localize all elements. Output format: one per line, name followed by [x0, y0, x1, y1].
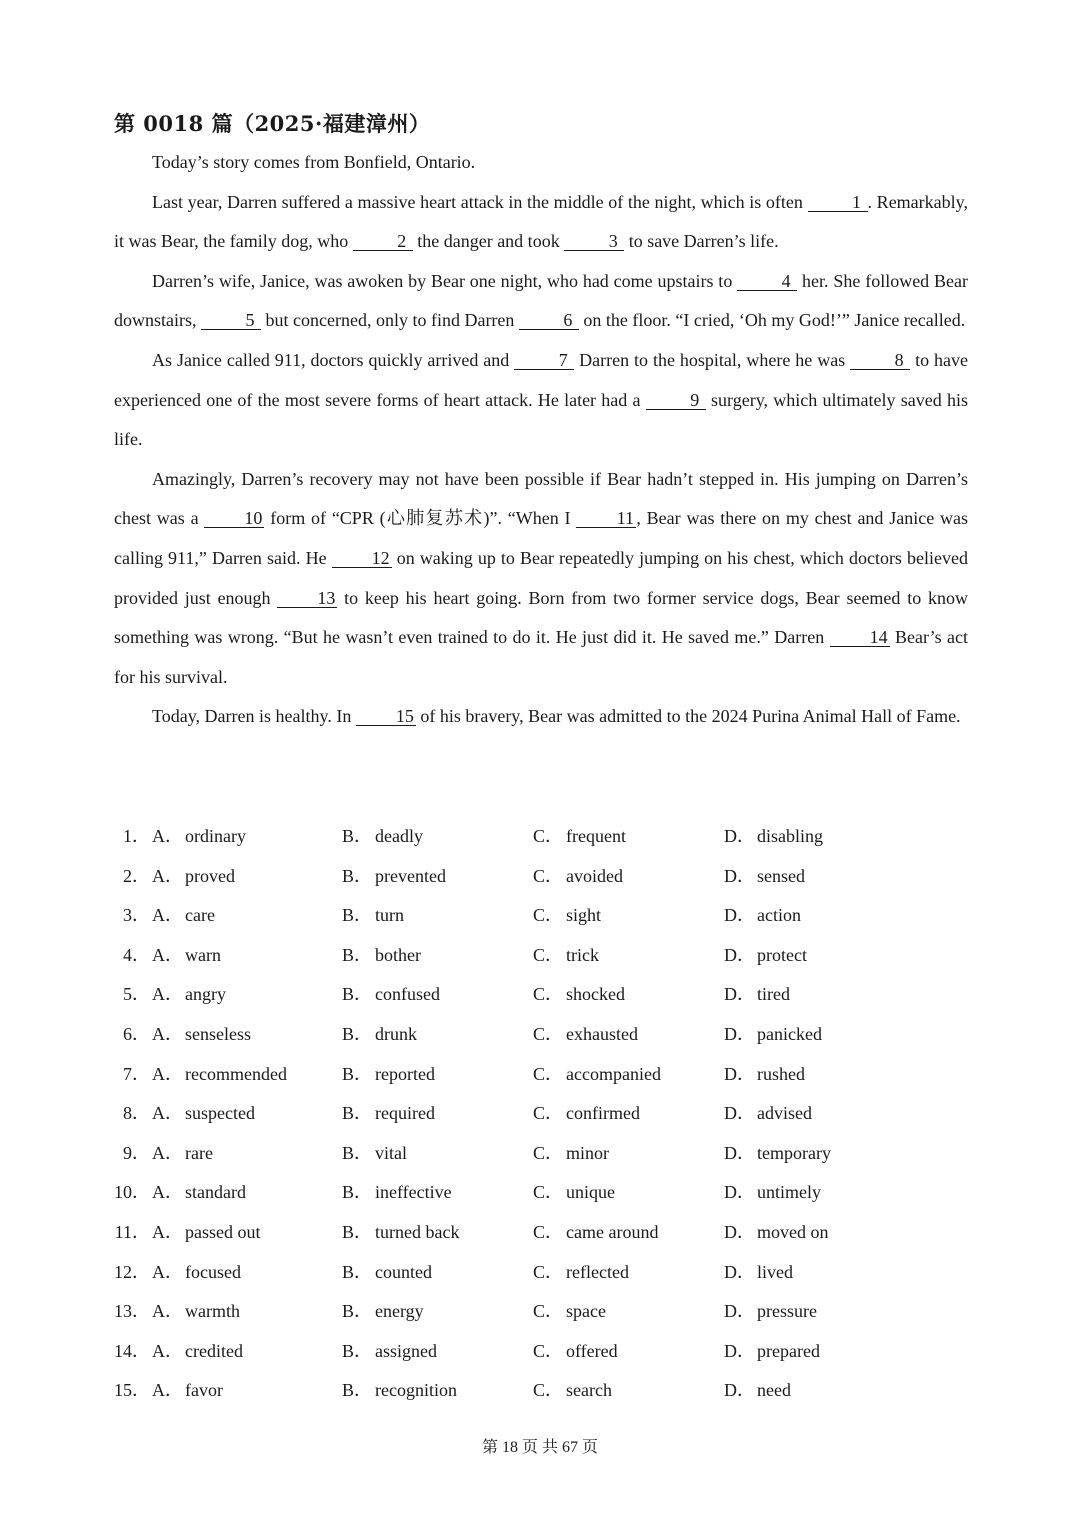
option-d[interactable]: [724, 1015, 822, 1055]
blank-8[interactable]: 8: [850, 351, 910, 370]
option-text: turned back: [375, 1221, 460, 1242]
option-text: ordinary: [185, 826, 246, 846]
option-c[interactable]: [533, 975, 625, 1015]
option-text: disabling: [757, 826, 823, 846]
passage-text: Darren to the hospital, where he was: [574, 349, 851, 370]
passage-text: but concerned, only to find Darren: [261, 310, 519, 331]
option-text: energy: [375, 1301, 424, 1322]
option-a[interactable]: [152, 1134, 213, 1174]
option-letter: C．: [533, 1142, 564, 1163]
option-text: required: [375, 1103, 435, 1124]
option-a[interactable]: [152, 1094, 255, 1134]
option-c[interactable]: [533, 1173, 615, 1213]
option-letter: B．: [342, 865, 373, 886]
option-text: confirmed: [566, 1103, 640, 1124]
blank-4[interactable]: 4: [737, 272, 797, 291]
option-letter: C．: [533, 826, 564, 846]
option-text: senseless: [185, 1023, 251, 1044]
blank-2[interactable]: 2: [353, 232, 413, 251]
option-text: prepared: [757, 1340, 820, 1361]
paragraph-3: [114, 262, 968, 341]
passage-text: . Remarkably, it was Bear, the family dog, who: [114, 191, 968, 252]
passage-text: Today’s story comes from Bonfield, Ontario.: [152, 152, 476, 172]
passage-text: to have experienced one of the most severe forms of heart attack. He later had a: [114, 349, 968, 410]
option-letter: B．: [342, 1023, 373, 1044]
question-row: [114, 857, 968, 897]
option-b[interactable]: [342, 936, 421, 976]
paragraph-6: [114, 697, 968, 737]
option-text: vital: [375, 1142, 407, 1163]
question-row: [114, 1332, 968, 1372]
question-number: 8．: [123, 1103, 150, 1124]
option-letter: A．: [152, 1221, 183, 1242]
option-letter: D．: [724, 1142, 755, 1163]
page-title: 第 0018 篇（2025·福建漳州）: [114, 111, 431, 136]
question-row: [114, 936, 968, 976]
option-text: turn: [375, 905, 404, 926]
question-row: [114, 1055, 968, 1095]
option-letter: B．: [342, 1182, 373, 1203]
passage-text: on the floor. “I cried, ‘Oh my God!’” Janice recalled.: [578, 310, 966, 331]
question-number: 13．: [114, 1301, 150, 1322]
option-text: favor: [185, 1380, 223, 1401]
option-text: assigned: [375, 1340, 437, 1361]
option-text: frequent: [566, 826, 626, 846]
option-letter: B．: [342, 1063, 373, 1084]
passage-text: As Janice called 911, doctors quickly arrived and: [152, 349, 515, 370]
option-text: untimely: [757, 1182, 821, 1203]
blank-7[interactable]: 7: [514, 351, 574, 370]
question-row: [114, 1134, 968, 1174]
option-d[interactable]: [724, 1253, 793, 1293]
passage-text: Darren’s wife, Janice, was awoken by Bear one night, who had come upstairs to: [152, 270, 738, 291]
option-a[interactable]: [152, 1055, 287, 1095]
option-text: space: [566, 1301, 606, 1322]
option-c[interactable]: [533, 1055, 661, 1095]
question-number: 2．: [123, 865, 150, 886]
option-b[interactable]: [342, 817, 423, 857]
option-text: rare: [185, 1142, 213, 1163]
option-c[interactable]: [533, 857, 623, 897]
question-row: [114, 1292, 968, 1332]
passage-text: Bear’s act for his survival.: [114, 627, 968, 687]
question-row: [114, 1371, 968, 1411]
option-a[interactable]: [152, 1292, 240, 1332]
option-a[interactable]: [152, 936, 221, 976]
option-a[interactable]: [152, 1173, 246, 1213]
option-a[interactable]: [152, 857, 235, 897]
option-letter: D．: [724, 826, 755, 846]
option-letter: B．: [342, 984, 373, 1005]
question-number: 14．: [114, 1340, 150, 1361]
option-a[interactable]: [152, 1371, 223, 1411]
option-b[interactable]: [342, 1134, 407, 1174]
option-b[interactable]: [342, 1332, 437, 1372]
option-letter: B．: [342, 1301, 373, 1322]
option-letter: D．: [724, 905, 755, 926]
option-text: temporary: [757, 1142, 831, 1163]
question-row: [114, 1213, 968, 1253]
option-text: sensed: [757, 865, 805, 886]
option-letter: B．: [342, 944, 373, 965]
question-number: 5．: [123, 984, 150, 1005]
question-row: [114, 1094, 968, 1134]
option-text: angry: [185, 984, 226, 1005]
paragraph-4: [114, 341, 968, 460]
option-letter: B．: [342, 1142, 373, 1163]
option-c[interactable]: [533, 1332, 618, 1372]
option-text: exhausted: [566, 1023, 638, 1044]
blank-6[interactable]: 6: [519, 311, 579, 330]
option-a[interactable]: [152, 1253, 241, 1293]
option-c[interactable]: [533, 1213, 658, 1253]
option-letter: D．: [724, 944, 755, 965]
option-letter: D．: [724, 1063, 755, 1084]
question-number: 6．: [123, 1023, 150, 1044]
option-d[interactable]: [724, 817, 823, 857]
option-d[interactable]: [724, 975, 790, 1015]
question-row: [114, 975, 968, 1015]
option-text: bother: [375, 944, 421, 965]
option-b[interactable]: [342, 1253, 432, 1293]
option-text: reported: [375, 1063, 435, 1084]
blank-9[interactable]: 9: [646, 391, 706, 410]
option-letter: C．: [533, 1103, 564, 1124]
question-number: 1．: [123, 826, 150, 846]
option-text: prevented: [375, 865, 446, 886]
option-text: unique: [566, 1182, 615, 1203]
option-letter: C．: [533, 984, 564, 1005]
option-text: counted: [375, 1261, 432, 1282]
option-letter: D．: [724, 1380, 755, 1401]
option-letter: A．: [152, 1182, 183, 1203]
passage-text: , Bear was there on my chest and Janice was calling 911,” Darren said. He: [114, 508, 969, 568]
option-letter: A．: [152, 1380, 183, 1401]
option-text: pressure: [757, 1301, 817, 1322]
option-letter: A．: [152, 1301, 183, 1322]
blank-13[interactable]: 13: [277, 589, 337, 608]
option-letter: D．: [724, 1103, 755, 1124]
option-c[interactable]: [533, 896, 601, 936]
option-d[interactable]: [724, 1213, 829, 1253]
option-b[interactable]: [342, 1015, 417, 1055]
option-letter: C．: [533, 1380, 564, 1401]
question-row: [114, 1015, 968, 1055]
option-text: advised: [757, 1103, 812, 1124]
paragraph-2: [114, 183, 968, 262]
option-text: deadly: [375, 826, 423, 846]
option-b[interactable]: [342, 1213, 459, 1253]
option-text: credited: [185, 1340, 243, 1361]
question-row: [114, 817, 968, 857]
option-text: came around: [566, 1221, 659, 1242]
option-a[interactable]: [152, 1015, 251, 1055]
option-letter: D．: [724, 1340, 755, 1361]
question-number: 4．: [123, 944, 150, 965]
option-letter: C．: [533, 905, 564, 926]
option-text: care: [185, 905, 215, 926]
option-d[interactable]: [724, 1094, 812, 1134]
option-letter: C．: [533, 1301, 564, 1322]
cloze-passage: [114, 143, 968, 737]
passage-text: Today, Darren is healthy. In: [152, 706, 356, 727]
option-text: tired: [757, 984, 790, 1005]
option-text: rushed: [757, 1063, 805, 1084]
option-letter: C．: [533, 1182, 564, 1203]
option-c[interactable]: [533, 1094, 640, 1134]
option-letter: C．: [533, 1261, 564, 1282]
blank-1[interactable]: 1: [808, 193, 868, 212]
option-a[interactable]: [152, 975, 226, 1015]
option-text: ineffective: [375, 1182, 452, 1203]
option-letter: A．: [152, 1142, 183, 1163]
option-letter: A．: [152, 1103, 183, 1124]
passage-text: her. She followed Bear downstairs,: [114, 270, 969, 331]
option-letter: D．: [724, 1301, 755, 1322]
option-b[interactable]: [342, 975, 440, 1015]
option-b[interactable]: [342, 1292, 424, 1332]
option-letter: A．: [152, 944, 183, 965]
option-letter: D．: [724, 1261, 755, 1282]
page-footer: 第 18 页 共 67 页: [481, 1439, 598, 1456]
option-a[interactable]: [152, 896, 215, 936]
option-letter: D．: [724, 984, 755, 1005]
answer-options: [114, 817, 968, 1411]
passage-text: to save Darren’s life.: [624, 231, 779, 252]
option-text: avoided: [566, 865, 623, 886]
option-text: suspected: [185, 1103, 255, 1124]
option-b[interactable]: [342, 1055, 435, 1095]
blank-15[interactable]: 15: [356, 707, 416, 726]
blank-3[interactable]: 3: [564, 232, 624, 251]
option-text: action: [757, 905, 801, 926]
option-text: trick: [566, 944, 599, 965]
option-letter: A．: [152, 826, 183, 846]
question-row: [114, 1253, 968, 1293]
question-row: [114, 1173, 968, 1213]
option-b[interactable]: [342, 896, 404, 936]
option-c[interactable]: [533, 817, 626, 857]
option-letter: C．: [533, 1340, 564, 1361]
option-letter: A．: [152, 1023, 183, 1044]
option-b[interactable]: [342, 1173, 452, 1213]
option-letter: B．: [342, 1221, 373, 1242]
option-letter: D．: [724, 1182, 755, 1203]
option-text: protect: [757, 944, 807, 965]
passage-text: Amazingly, Darren’s recovery may not have been possible if Bear hadn’t stepped in. His jumping on Darren’s chest was a: [114, 468, 968, 529]
option-text: search: [566, 1380, 612, 1401]
passage-text: Last year, Darren suffered a massive heart attack in the middle of the night, which is often: [152, 191, 808, 212]
option-d[interactable]: [724, 936, 807, 976]
option-c[interactable]: [533, 936, 599, 976]
option-text: reflected: [566, 1261, 629, 1282]
option-letter: C．: [533, 944, 564, 965]
passage-text: on waking up to Bear repeatedly jumping on his chest, which doctors believed provided just enough: [114, 547, 968, 608]
option-letter: A．: [152, 1063, 183, 1084]
option-text: recommended: [185, 1063, 287, 1084]
option-letter: B．: [342, 1340, 373, 1361]
passage-text: surgery, which ultimately saved his life.: [114, 389, 969, 450]
question-number: 11．: [114, 1221, 150, 1242]
question-number: 12．: [114, 1261, 150, 1282]
question-number: 7．: [123, 1063, 150, 1084]
option-letter: C．: [533, 865, 564, 886]
blank-11[interactable]: 11: [576, 509, 636, 528]
paragraph-5: [114, 460, 968, 698]
option-letter: A．: [152, 984, 183, 1005]
option-text: need: [757, 1380, 791, 1401]
blank-10[interactable]: 10: [204, 509, 264, 528]
option-text: minor: [566, 1142, 609, 1163]
option-a[interactable]: [152, 1332, 243, 1372]
option-letter: A．: [152, 865, 183, 886]
option-letter: B．: [342, 1103, 373, 1124]
option-letter: B．: [342, 1380, 373, 1401]
option-a[interactable]: [152, 1213, 261, 1253]
question-row: [114, 896, 968, 936]
blank-12[interactable]: 12: [332, 549, 392, 568]
option-d[interactable]: [724, 1371, 791, 1411]
option-d[interactable]: [724, 1173, 821, 1213]
option-text: recognition: [375, 1380, 457, 1401]
blank-14[interactable]: 14: [830, 628, 890, 647]
option-c[interactable]: [533, 1292, 606, 1332]
passage-text: of his bravery, Bear was admitted to the 2024 Purina Animal Hall of Fame.: [415, 706, 961, 727]
option-d[interactable]: [724, 1292, 817, 1332]
option-text: shocked: [566, 984, 625, 1005]
option-c[interactable]: [533, 1371, 612, 1411]
option-letter: D．: [724, 1221, 755, 1242]
option-b[interactable]: [342, 1094, 435, 1134]
option-b[interactable]: [342, 1371, 457, 1411]
option-letter: A．: [152, 1340, 183, 1361]
option-text: panicked: [757, 1023, 822, 1044]
option-c[interactable]: [533, 1253, 629, 1293]
option-c[interactable]: [533, 1134, 609, 1174]
option-letter: D．: [724, 865, 755, 886]
option-d[interactable]: [724, 857, 805, 897]
option-text: proved: [185, 865, 235, 886]
option-d[interactable]: [724, 1055, 805, 1095]
option-letter: A．: [152, 905, 183, 926]
paragraph-1: [114, 143, 968, 183]
option-text: lived: [757, 1261, 793, 1282]
option-text: confused: [375, 984, 440, 1005]
question-number: 10．: [114, 1182, 150, 1203]
option-text: warn: [185, 944, 221, 965]
option-d[interactable]: [724, 896, 801, 936]
option-letter: C．: [533, 1063, 564, 1084]
option-text: drunk: [375, 1023, 417, 1044]
passage-text: to keep his heart going. Born from two former service dogs, Bear seemed to know something was wrong. “But he wasn’t even trained to do it. He just did it. He saved me.” Darren: [114, 587, 968, 648]
option-d[interactable]: [724, 1332, 820, 1372]
option-letter: B．: [342, 826, 373, 846]
question-number: 9．: [123, 1142, 150, 1163]
option-letter: A．: [152, 1261, 183, 1282]
passage-text: the danger and took: [412, 231, 565, 252]
option-letter: C．: [533, 1023, 564, 1044]
option-letter: B．: [342, 905, 373, 926]
question-number: 3．: [123, 905, 150, 926]
option-letter: C．: [533, 1221, 564, 1242]
option-text: focused: [185, 1261, 241, 1282]
option-d[interactable]: [724, 1134, 831, 1174]
option-text: offered: [566, 1340, 618, 1361]
blank-5[interactable]: 5: [201, 311, 261, 330]
option-a[interactable]: [152, 817, 246, 857]
option-b[interactable]: [342, 857, 446, 897]
option-letter: B．: [342, 1261, 373, 1282]
option-text: accompanied: [566, 1063, 661, 1084]
question-number: 15．: [114, 1380, 150, 1401]
passage-text: form of “CPR (心肺复苏术)”. “When I: [264, 508, 577, 529]
option-letter: D．: [724, 1023, 755, 1044]
option-text: warmth: [185, 1301, 240, 1322]
option-text: moved on: [757, 1221, 829, 1242]
option-text: passed out: [185, 1221, 261, 1242]
option-text: sight: [566, 905, 602, 926]
option-c[interactable]: [533, 1015, 638, 1055]
option-text: standard: [185, 1182, 246, 1203]
